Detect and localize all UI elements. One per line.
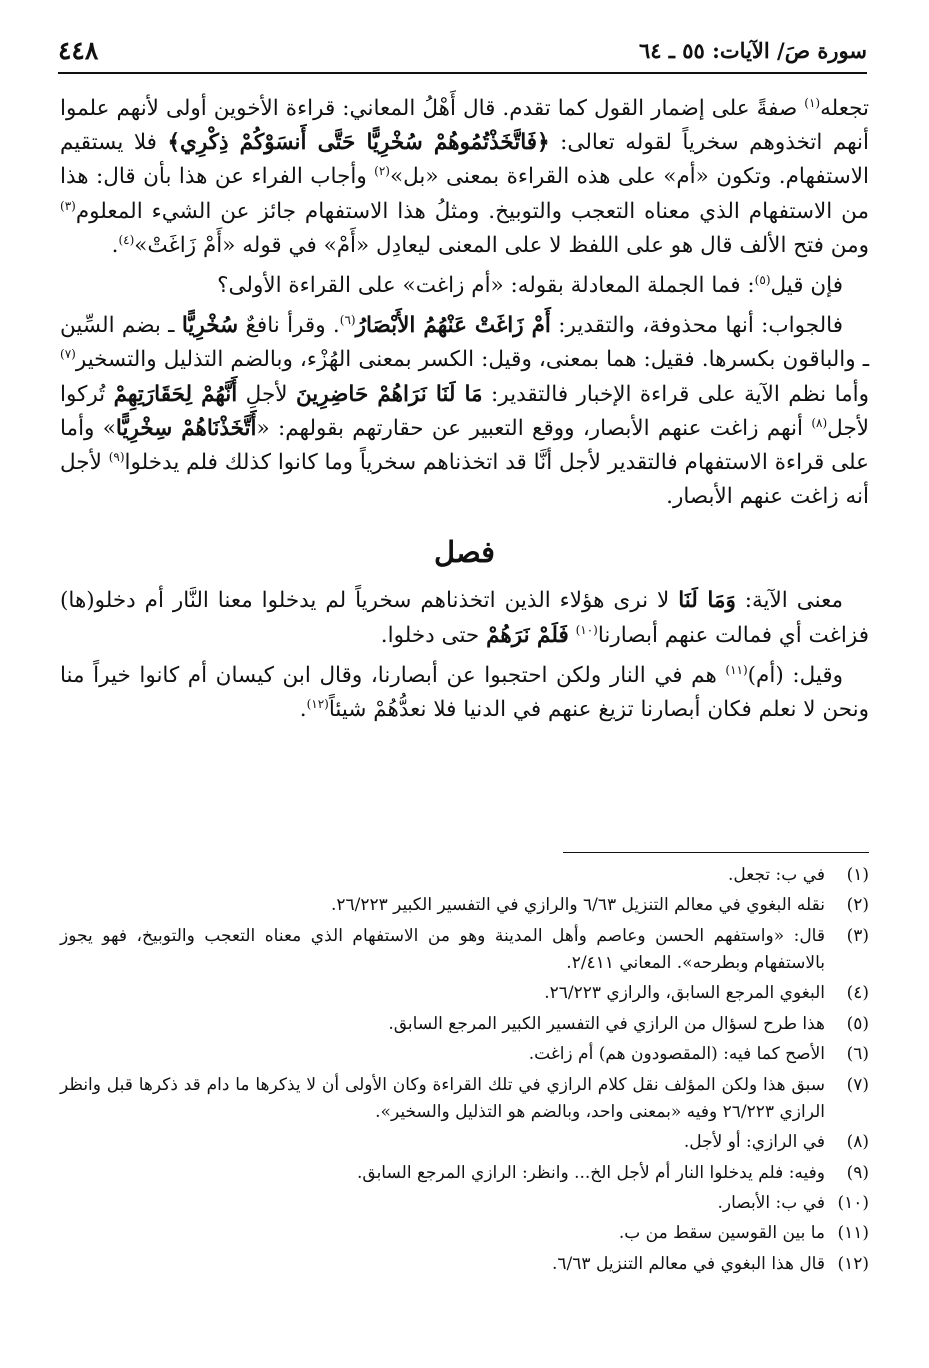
paragraph: [60, 584, 869, 652]
footnote-marker: (٩): [108, 449, 125, 464]
section-heading: فصل: [434, 535, 495, 570]
paragraph-group-1: [60, 92, 869, 514]
text-run: لأجل أنه زاغت عنهم الأبصار.: [60, 450, 869, 510]
footnote: [60, 1129, 869, 1156]
text-run: .: [111, 232, 119, 258]
text-run: حتى دخلوا.: [380, 622, 487, 648]
footnote-number: (٨): [846, 1132, 869, 1153]
footnote-marker: (٦): [339, 313, 356, 328]
footnote-number: (٣): [846, 925, 869, 946]
running-title: سورة صَ/ الآيات: ٥٥ ـ ٦٤: [638, 37, 867, 63]
text-run: فالجواب: أنها محذوفة، والتقدير:: [550, 313, 843, 339]
footnote-marker: (١١): [725, 662, 748, 677]
footnote-number: (٥): [846, 1013, 869, 1034]
footnote: [60, 892, 869, 919]
text-run: . وقرأ نافعٌ: [238, 313, 340, 339]
footnote-number: (١١): [837, 1223, 869, 1244]
footnote: [60, 1190, 869, 1217]
footnote-text: في ب: الأبصار.: [717, 1192, 825, 1213]
text-run: وقيل: (أم): [747, 662, 844, 688]
text-run: : فما الجملة المعادلة بقوله: «أم زاغت» على القراءة الأولى؟: [217, 273, 755, 299]
footnote: [60, 1041, 869, 1068]
footnote: [60, 862, 869, 889]
text-run: ومن فتح الألف قال هو على اللفظ لا على المعنى ليعادِل «أَمْ» في قوله «أَمْ زَاغَتْ»: [134, 232, 869, 258]
footnote-text: قال: «واستفهم الحسن وعاصم وأهل المدينة وهو من الاستفهام الذي معناه التعجب والتوبيخ، فهو يجوز بالاستفهام وبطرحه». المعاني ٢/٤١١.: [60, 925, 825, 973]
footnote-number: (١٢): [837, 1253, 869, 1274]
paragraph: [60, 659, 869, 727]
footnote-text: نقله البغوي في معالم التنزيل ٦/٦٣ والرازي في التفسير الكبير ٢٦/٢٢٣.: [330, 895, 825, 916]
footnote-marker: (٨): [811, 415, 828, 430]
text-run: ـ بضم السِّين ـ والباقون بكسرها. فقيل: هما بمعنى، وقيل: الكسر بمعنى الهُزْء، وبالضم التذليل والتسخير: [60, 313, 869, 373]
paragraph-group-2: [60, 584, 869, 727]
text-run: تُركوا لأجل: [60, 381, 869, 441]
text-run: وأما نظم الآية على قراءة الإخبار فالتقدير:: [482, 381, 869, 407]
footnote-marker: (٥): [754, 272, 771, 287]
footnotes: [60, 862, 869, 1281]
footnote-text: هذا طرح لسؤال من الرازي في التفسير الكبير المرجع السابق.: [388, 1013, 825, 1034]
page-header: [58, 28, 867, 74]
paragraph: [60, 269, 869, 303]
text-run: صفةً على إضمار القول كما تقدم. قال أَهْلُ المعاني: قراءة الأخوين أولى لأنهم علموا أنهم اتخذوهم سخرياً لقوله تعالى:: [60, 96, 869, 156]
footnote-text: وفيه: فلم يدخلوا النار أم لأجل الخ... وانظر: الرازي المرجع السابق.: [356, 1162, 825, 1183]
footnote: [60, 1220, 869, 1247]
footnote-marker: (٢): [374, 164, 390, 179]
footnote-number: (١٠): [837, 1192, 869, 1213]
text-run: معنى الآية:: [735, 588, 843, 614]
text-run: » وأما على قراءة الاستفهام فالتقدير لأجل أنَّا قد اتخذناهم سخرياً وما كانوا كذلك فلم يدخلوا: [60, 415, 869, 476]
text-run: أنهم زاغت عنهم الأبصار، ووقع التعبير عن حقارتهم بقولهم: «: [256, 415, 812, 441]
main-text: [60, 92, 869, 733]
footnote-number: (٢): [846, 895, 869, 916]
text-run: لا نرى هؤلاء الذين اتخذناهم سخرياً لم يدخلوا معنا النَّار أم دخلو(ها) فزاغت أي فمالت عنهم أبصارنا: [60, 588, 869, 648]
footnote-text: قال هذا البغوي في معالم التنزيل ٦/٦٣.: [552, 1253, 825, 1274]
footnote-marker: (١٢): [306, 696, 329, 711]
footnote: [60, 980, 869, 1007]
footnote-divider: [563, 852, 869, 853]
footnote-marker: (١): [804, 95, 821, 110]
footnote-text: البغوي المرجع السابق، والرازي ٢٦/٢٢٣.: [544, 983, 825, 1004]
footnote-number: (٦): [846, 1044, 869, 1065]
quran-quote: أَنَّهُمْ لِحَقَارَتِهِمْ: [113, 381, 238, 407]
paragraph: [60, 92, 869, 263]
text-run: هم في النار ولكن احتجبوا عن أبصارنا، وقال ابن كيسان أم كانوا خيراً منا ونحن لا نعلم فكان أبصارنا تزيغ عنهم في الدنيا فلا نعدُّهُمْ شيئاً: [60, 662, 869, 723]
footnote-text: في الرازي: أو لأجل.: [683, 1132, 825, 1153]
quran-quote: سُخْرِيًّا: [181, 313, 239, 339]
footnote-text: في ب: تجعل.: [727, 865, 825, 885]
text-run: .: [299, 697, 307, 723]
quran-quote: مَا لَنَا نَرَاهُمْ حَاضِرِينَ: [295, 381, 483, 407]
page-number: ٤٤٨: [58, 35, 99, 65]
footnote: [60, 1160, 869, 1187]
text-run: [569, 623, 576, 648]
quran-quote: ﴿فَاتَّخَذْتُمُوهُمْ سُخْرِيًّا حَتَّى أَنسَوْكُمْ ذِكْرِي﴾: [167, 130, 550, 156]
paragraph: [60, 309, 869, 514]
footnote-marker: (٤): [118, 232, 135, 247]
footnote-marker: (١٠): [575, 622, 598, 637]
footnote-text: ما بين القوسين سقط من ب.: [618, 1223, 825, 1244]
footnote-number: (٧): [846, 1074, 869, 1095]
text-run: تجعله: [820, 96, 869, 121]
quran-quote: أَمْ زَاغَتْ عَنْهُمُ الأَبْصَارُ: [355, 313, 551, 339]
footnote-marker: (٧): [60, 347, 76, 362]
quran-quote: وَمَا لَنَا: [678, 588, 736, 614]
text-run: فإن قيل: [770, 273, 843, 299]
footnote: [60, 923, 869, 977]
footnote-text: سبق هذا ولكن المؤلف نقل كلام الرازي في تلك القراءة وكان الأولى أن لا يذكرها ما دام قد ذكرها قبل وانظر الرازي ٢٦/٢٢٣ وفيه «بمعنى واحد، وبالضم هو التذليل والسخير».: [60, 1074, 825, 1122]
footnote-text: الأصح كما فيه: (المقصودون هم) أم زاغت.: [528, 1044, 825, 1065]
footnote: [60, 1251, 869, 1278]
text-run: لأجلِ: [237, 381, 296, 407]
footnote: [60, 1011, 869, 1038]
text-run: وأجاب الفراء عن هذا بأن قال: هذا من الاستفهام الذي معناه التعجب والتوبيخ. ومثلُ هذا الاستفهام جائز عن الشيء المعلوم: [60, 164, 869, 224]
footnote-number: (٤): [846, 983, 869, 1004]
footnote-number: (١): [846, 865, 869, 885]
text-run: فلا يستقيم الاستفهام. وتكون «أم» على هذه القراءة بمعنى «بل»: [60, 130, 869, 190]
quran-quote: أَتَّخَذْنَاهُمْ سِخْرِيًّا: [115, 415, 257, 441]
quran-quote: فَلَمْ نَرَهُمْ: [486, 622, 569, 648]
footnote-marker: (٣): [60, 198, 76, 213]
footnote: [60, 1072, 869, 1126]
footnote-number: (٩): [846, 1162, 869, 1183]
